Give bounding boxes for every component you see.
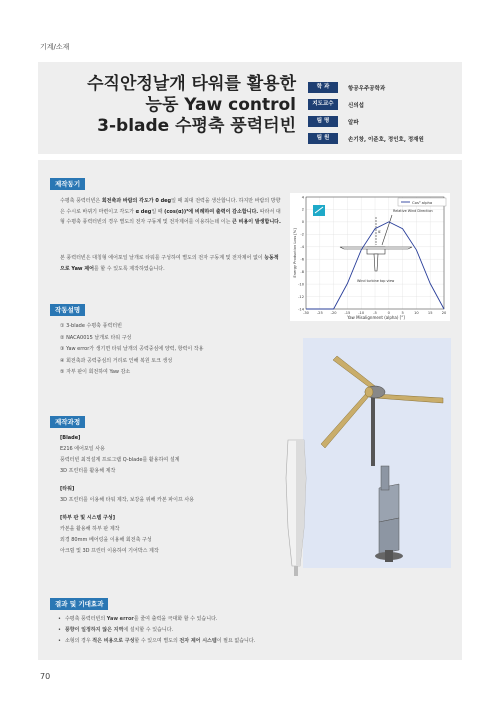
info-value: 신의섭 [348,102,364,109]
y-tick-label: 4 [301,195,304,200]
emphasis: (cos(α))³에 비례하여 출력이 감소합니다. [164,208,259,215]
base-stand [385,550,393,562]
annotation-relative-wind: Relative Wind Direction [393,209,433,213]
emphasis: 능동적으로 Yaw 제어 [60,255,279,272]
rotor-blade [375,394,443,403]
x-tick-label: -15 [344,311,351,315]
x-tick-label: -25 [316,311,323,315]
text: 일 때 최대 전력을 생산합니다. 하지만 바람의 방향은 수시로 바뀌기 마련이고 각도가 [60,198,281,215]
yaw-loss-chart [290,193,450,321]
list-item [58,636,255,647]
text: 따라서 대형 수평축 풍력터빈의 경우 별도의 전자 구동계 및 전자제어를 이용하는데 이는 [60,208,281,225]
chart-y-label: Energy Production Loss [%] [293,228,297,278]
list-item: ⑤ 자부 판이 회전하여 Yaw 감소 [60,369,131,375]
section-label-results: 결과 및 기대효과 [50,598,108,610]
y-tick-label: -8 [300,269,304,274]
process-line: 풍력터빈 최적설계 프로그램 Q-blade를 활용하여 설계 [60,457,180,463]
info-key: 팀 명 [308,116,338,127]
printed-blade-svg [282,438,310,578]
turbine-top-view-sketch [340,215,412,271]
y-tick-label: -10 [298,282,304,287]
emphasis: 큰 비용이 발생합니다. [232,219,281,225]
process-line: 3D 프린터를 활용해 제작 [60,468,116,474]
annotation-top-view: Wind turbine top view [357,279,395,283]
motivation-paragraph-2 [60,253,282,274]
title-line: 능동 Yaw control [145,95,296,115]
info-key: 팀 원 [308,133,338,144]
results-list [58,614,255,647]
process-line: 외경 80mm 베어링을 이용해 회전축 구성 [60,537,152,543]
text: 수평축 풍력터빈은 [60,198,102,204]
printed-blade-image [282,438,310,578]
blade-root [294,566,298,576]
x-tick-label: -10 [358,311,365,315]
info-value: 알파 [348,119,359,126]
x-tick-label: -30 [303,311,309,315]
rotor-blade [321,390,371,448]
legend-label: Cos³ alpha [412,200,433,205]
info-row-team-name [308,114,424,129]
process-block-base [60,513,280,557]
info-row-department [308,80,424,95]
info-value: 손기창, 이준호, 정인호, 정재원 [348,136,424,143]
title-line: 수직안정날개 타워를 활용한 [87,74,296,94]
x-tick-label: 20 [441,311,447,315]
wind-direction-arrow [382,215,392,245]
y-tick-label: -14 [298,307,304,312]
x-tick-label: 15 [427,311,433,315]
hub [365,387,373,397]
text: 를 할 수 있도록 제작하였습니다. [93,265,165,272]
x-tick-label: 5 [401,311,404,315]
emphasis: Yaw error [106,616,134,622]
process-subtitle: [Blade] [60,435,81,441]
process-line: 3D 프린터를 이용해 타워 제작, 보강을 위해 카본 파이프 사용 [60,497,195,503]
y-tick-label: 2 [301,207,304,212]
main-title [40,74,296,137]
emphasis: 전자 제어 시스템 [179,638,217,644]
section-label-process: 제작과정 [50,416,85,428]
y-tick-label: -12 [298,294,304,299]
emphasis: 풍향이 일정하지 않은 지역 [64,627,124,633]
x-tick-label: 0 [387,311,390,315]
y-tick-label: -4 [300,245,304,250]
tower-fin-shape [374,254,378,271]
process-text [60,433,280,557]
process-subtitle: [하부 판 및 시스템 구성] [60,515,116,521]
text: 이 필요 없습니다. [216,638,256,644]
annotation-alpha: α [378,229,381,234]
text: 수평축 풍력터빈의 [64,616,107,622]
list-item: ③ Yaw error가 생기면 타워 날개의 공력중심에 양력, 항력이 작용 [60,346,204,352]
info-row-members [308,131,424,146]
chart-svg [290,193,450,321]
list-item: ④ 회전축과 공력중심의 거리로 인해 복원 토크 생성 [60,357,173,364]
process-block-tower [60,484,280,506]
turbine-render-svg [303,338,451,568]
text: 를 줄여 출력을 극대화 할 수 있습니다. [133,616,218,622]
text: 할 수 있으며 별도의 [134,638,180,644]
list-item [58,625,255,636]
section-label-operation: 작동설명 [50,304,85,316]
x-tick-label: -20 [330,311,337,315]
x-tick-label: 10 [414,311,419,315]
list-item [58,614,255,625]
rotor-blade-shape [340,247,412,249]
y-tick-label: -2 [300,232,304,237]
section-label-motivation: 제작동기 [50,178,85,190]
rotor-blade [333,356,375,390]
info-row-advisor [308,97,424,112]
emphasis: 회전축과 바람의 각도가 0 deg [101,198,172,204]
blade-shading [296,440,306,566]
process-line: E216 에어포일 사용 [60,446,105,452]
emphasis: α deg [135,208,152,215]
text: 일 때 [151,208,165,215]
x-tick-label: -5 [373,311,377,315]
text: 소형의 경우 [64,638,93,644]
chart-x-label: Yaw Misalignment (alpha) [°] [347,315,405,320]
list-item: ① 3-blade 수평축 풍력터빈 [60,323,122,329]
chart-legend [398,198,446,206]
y-tick-label: -6 [300,257,304,262]
process-line: 카본을 활용해 하부 판 제작 [60,526,120,532]
info-value: 항공우주공학과 [348,85,386,92]
process-line: 아크릴 및 3D 프린터 이용하여 기어박스 제작 [60,548,159,554]
page-number: 70 [40,672,51,681]
tower-shaft [381,466,389,490]
process-block-blade [60,433,280,477]
turbine-render [303,338,451,568]
list-item: ② NACA0015 날개로 타워 구성 [60,334,132,341]
y-tick-label: 0 [301,220,304,225]
info-key: 학 과 [308,82,338,93]
motivation-paragraph-1 [60,196,282,228]
text: 본 풍력터빈은 대칭형 에어포일 날개로 타워를 구성하여 별도의 전자 구동계 및 전자제어 없이 [60,255,265,261]
text: 에 설치할 수 있습니다. [123,627,174,633]
process-subtitle: [타워] [60,486,75,492]
info-key: 지도교수 [308,99,338,110]
tower-fin-lower [379,518,399,554]
info-table [308,80,424,148]
tower-pole [371,396,375,466]
wind-direction-icon [313,205,325,216]
category-label: 기계/소재 [40,43,70,51]
emphasis: 적은 비용으로 구성 [92,638,135,644]
title-line: 3-blade 수평축 풍력터빈 [97,116,296,136]
operation-list [60,321,290,379]
